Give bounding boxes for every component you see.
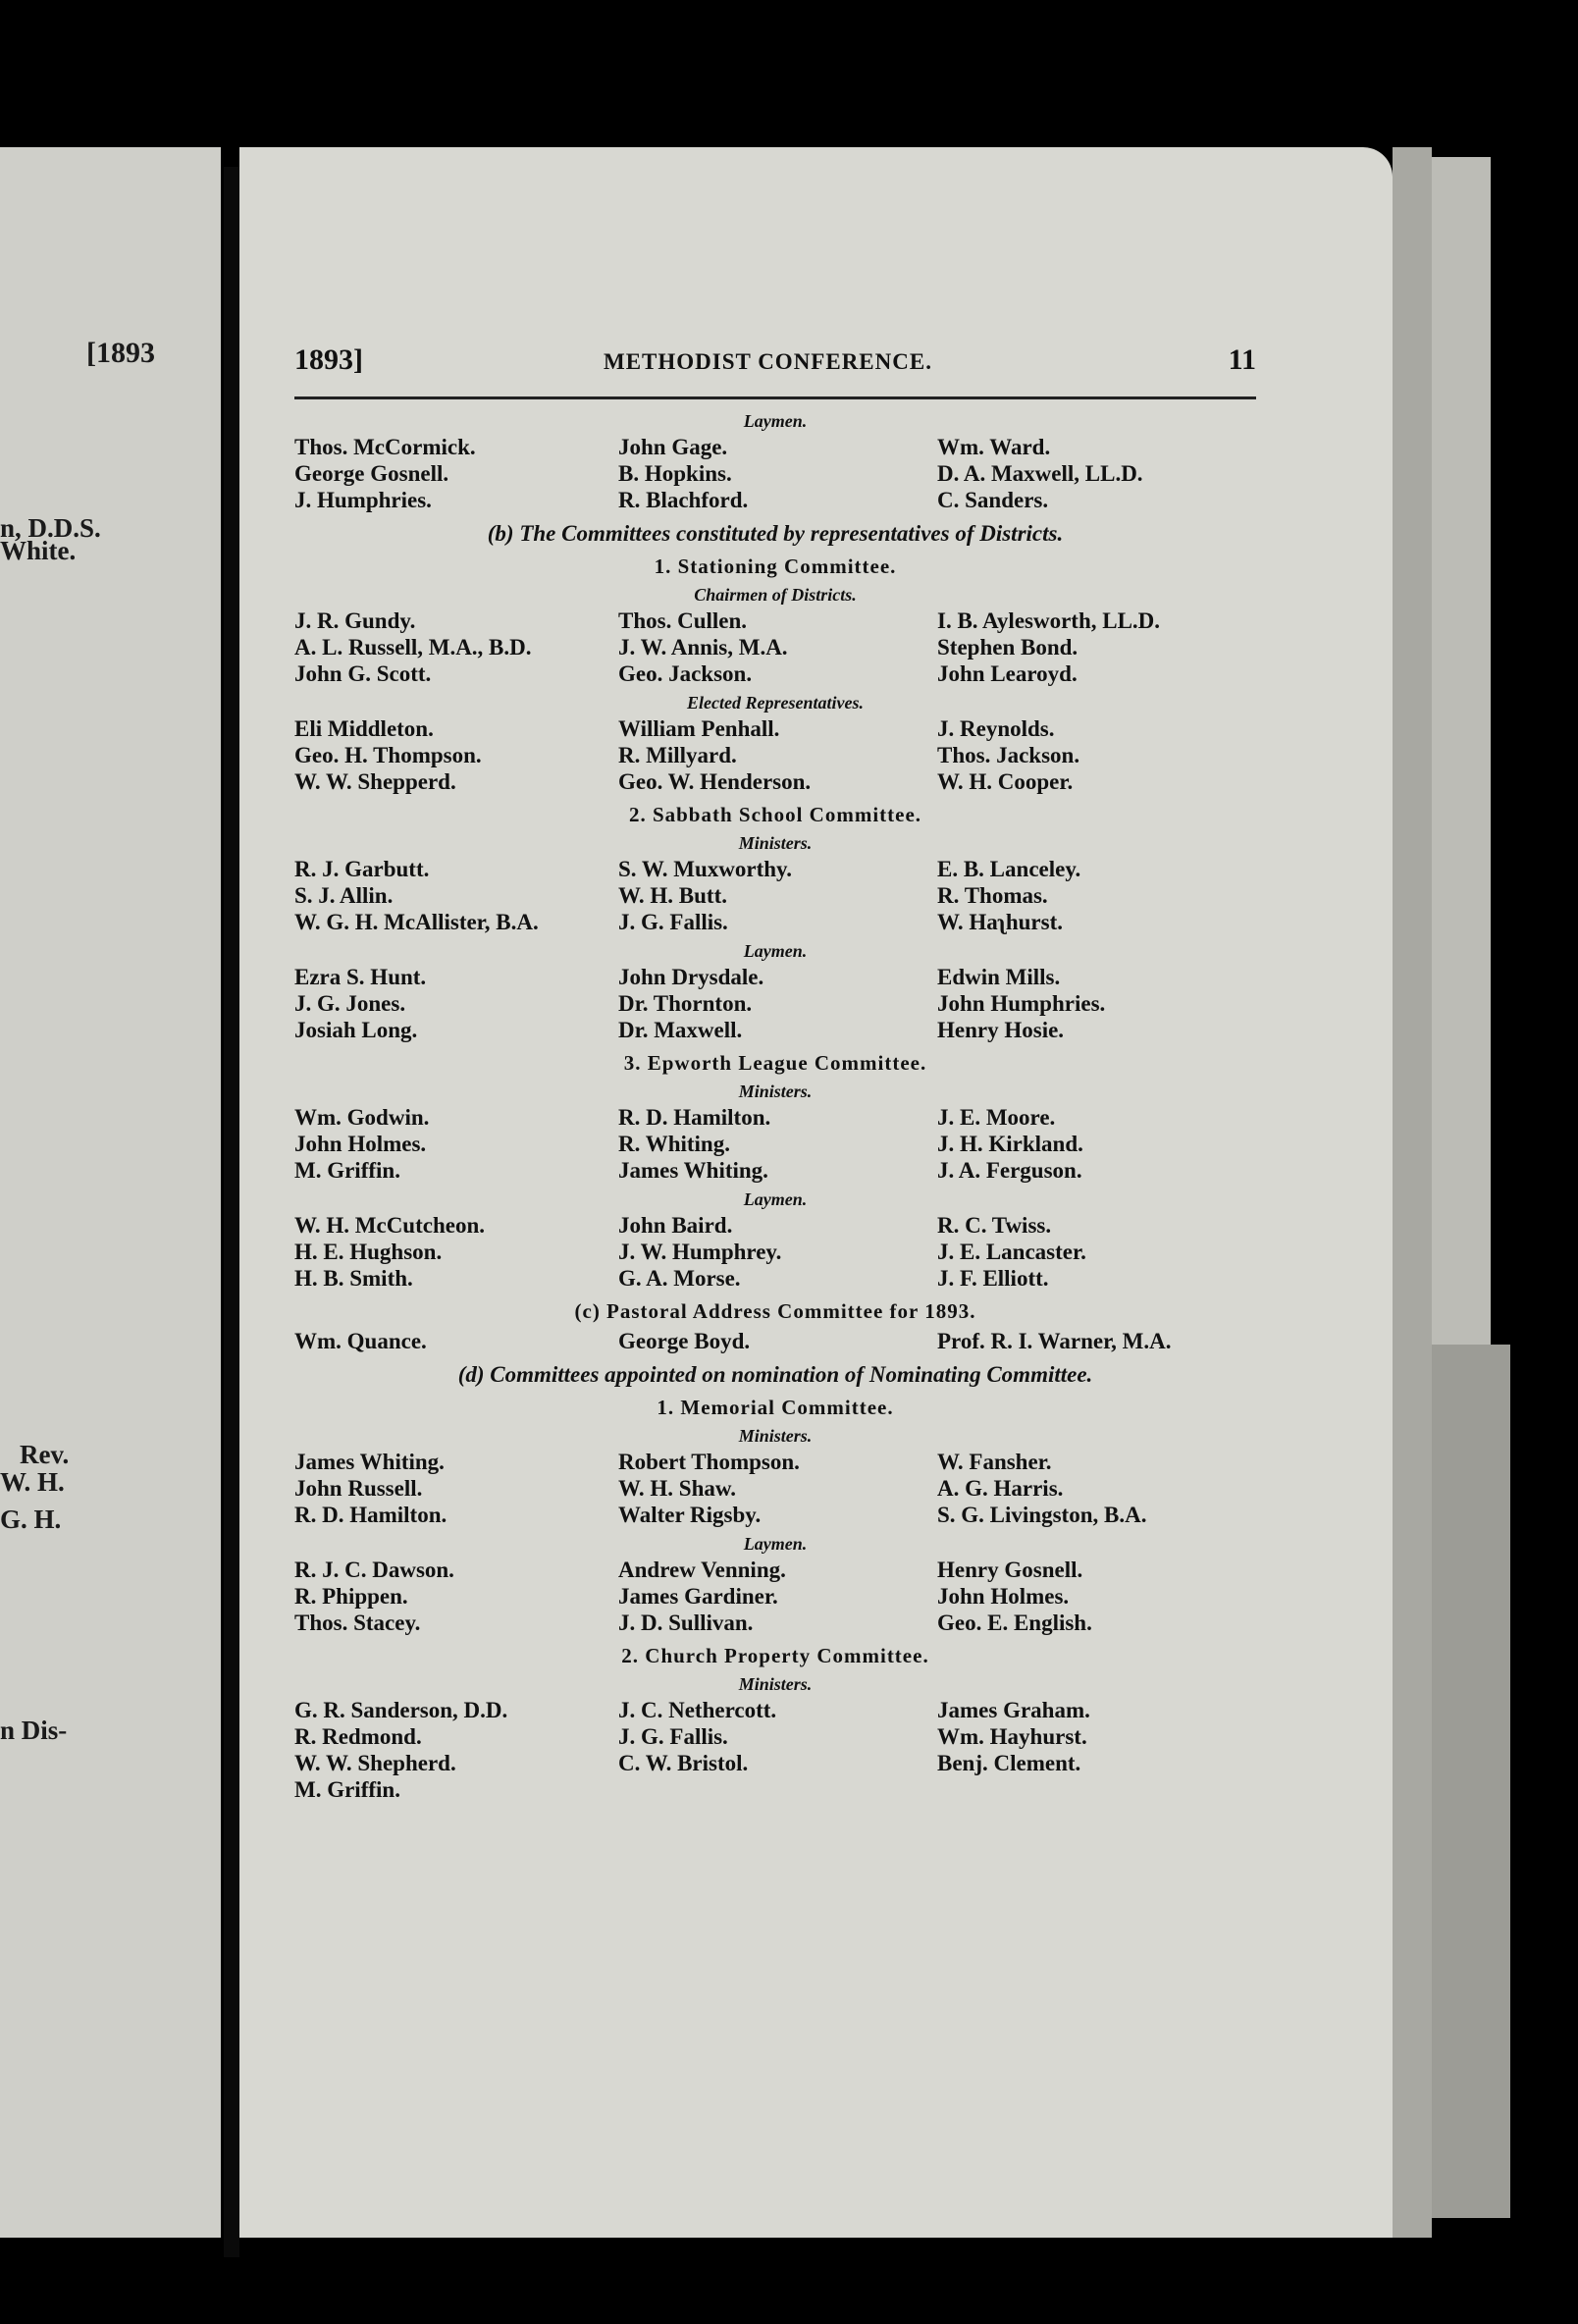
member-name: J. C. Nethercott.: [618, 1698, 777, 1722]
name-row: [294, 1557, 1256, 1583]
member-name: Josiah Long.: [294, 1018, 418, 1042]
name-row: [294, 1449, 1256, 1475]
member-name: J. D. Sullivan.: [618, 1611, 754, 1635]
name-row: [294, 1212, 1256, 1239]
member-name: R. Phippen.: [294, 1584, 408, 1609]
member-name: John Drysdale.: [618, 965, 764, 989]
member-name: James Gardiner.: [618, 1584, 778, 1609]
left-page: [0, 147, 221, 2238]
member-name: Edwin Mills.: [937, 965, 1061, 989]
member-name: William Penhall.: [618, 716, 780, 741]
name-row: [294, 487, 1256, 513]
name-row: [294, 964, 1256, 990]
member-name: James Graham.: [937, 1698, 1090, 1722]
member-name: M. Griffin.: [294, 1158, 400, 1183]
name-row: [294, 742, 1256, 768]
member-name: Henry Gosnell.: [937, 1558, 1083, 1582]
group-subheading: Chairmen of Districts.: [694, 585, 857, 605]
member-name: Stephen Bond.: [937, 635, 1078, 660]
member-name: R. D. Hamilton.: [294, 1503, 447, 1527]
book-spine: [224, 167, 239, 2257]
member-name: C. Sanders.: [937, 488, 1049, 512]
member-name: Geo. Jackson.: [618, 661, 753, 686]
member-name: J. G. Fallis.: [618, 1724, 728, 1749]
member-name: B. Hopkins.: [618, 461, 732, 486]
group-subheading: Ministers.: [738, 1082, 813, 1101]
member-name: James Whiting.: [294, 1450, 445, 1474]
member-name: J. Humphries.: [294, 488, 432, 512]
member-name: Wm. Quance.: [294, 1329, 427, 1353]
member-name: W. Haʅhurst.: [937, 910, 1064, 934]
name-row: [294, 634, 1256, 660]
committee-heading: (d) Committees appointed on nomination of Nominating Committee.: [457, 1362, 1093, 1387]
member-name: W. G. H. McAllister, B.A.: [294, 910, 539, 934]
member-name: [937, 1776, 1256, 1803]
member-name: H. E. Hughson.: [294, 1240, 443, 1264]
member-name: Geo. W. Henderson.: [618, 769, 812, 794]
name-row: [294, 1502, 1256, 1528]
member-name: J. G. Jones.: [294, 991, 406, 1016]
committee-heading: 2. Sabbath School Committee.: [628, 803, 922, 826]
member-name: W. H. McCutcheon.: [294, 1213, 486, 1238]
committee-heading: (c) Pastoral Address Committee for 1893.: [574, 1299, 976, 1323]
member-name: Andrew Venning.: [618, 1558, 786, 1582]
group-subheading: Ministers.: [738, 833, 813, 853]
member-name: John Russell.: [294, 1476, 423, 1501]
member-name: A. G. Harris.: [937, 1476, 1064, 1501]
member-name: J. E. Lancaster.: [937, 1240, 1086, 1264]
member-name: John Holmes.: [937, 1584, 1070, 1609]
member-name: W. W. Shepperd.: [294, 769, 456, 794]
member-name: C. W. Bristol.: [618, 1751, 749, 1775]
header-rule: [294, 396, 1256, 399]
left-page-fragment: Rev.: [20, 1440, 70, 1469]
member-name: J. R. Gundy.: [294, 608, 416, 633]
committee-heading: 1. Stationing Committee.: [654, 555, 897, 578]
name-row: [294, 460, 1256, 487]
member-name: R. Whiting.: [618, 1132, 730, 1156]
name-row: [294, 1104, 1256, 1131]
name-row: [294, 1157, 1256, 1184]
name-row: [294, 434, 1256, 460]
member-name: S. J. Allin.: [294, 883, 394, 908]
member-name: John Learoyd.: [937, 661, 1078, 686]
member-name: Geo. H. Thompson.: [294, 743, 482, 767]
name-row: [294, 1776, 1256, 1803]
member-name: Dr. Maxwell.: [618, 1018, 743, 1042]
name-row: [294, 1131, 1256, 1157]
member-name: J. A. Ferguson.: [937, 1158, 1082, 1183]
committee-heading: (b) The Committees constituted by representatives of Districts.: [487, 521, 1064, 546]
member-name: I. B. Aylesworth, LL.D.: [937, 608, 1161, 633]
member-name: John Gage.: [618, 435, 728, 459]
member-name: W. H. Butt.: [618, 883, 727, 908]
member-name: Thos. Cullen.: [618, 608, 748, 633]
left-page-fragment: G. H.: [0, 1505, 62, 1534]
member-name: Thos. Stacey.: [294, 1611, 421, 1635]
name-row: [294, 1265, 1256, 1292]
group-subheading: Elected Representatives.: [687, 693, 864, 713]
member-name: J. F. Elliott.: [937, 1266, 1049, 1291]
header-year: 1893]: [294, 343, 363, 376]
member-name: Geo. E. English.: [937, 1611, 1092, 1635]
name-row: [294, 856, 1256, 882]
name-row: [294, 607, 1256, 634]
member-name: J. E. Moore.: [937, 1105, 1056, 1130]
member-name: James Whiting.: [618, 1158, 768, 1183]
member-name: Thos. Jackson.: [937, 743, 1080, 767]
member-name: R. Millyard.: [618, 743, 737, 767]
left-page-year: [1893: [86, 337, 155, 369]
member-name: D. A. Maxwell, LL.D.: [937, 461, 1143, 486]
member-name: W. H. Cooper.: [937, 769, 1074, 794]
name-row: [294, 660, 1256, 687]
member-name: Robert Thompson.: [618, 1450, 800, 1474]
header-title: METHODIST CONFERENCE.: [604, 349, 932, 374]
running-head: [294, 343, 1256, 391]
member-name: R. Thomas.: [937, 883, 1048, 908]
name-row: [294, 768, 1256, 795]
member-name: John G. Scott.: [294, 661, 432, 686]
name-row: [294, 1239, 1256, 1265]
member-name: J. G. Fallis.: [618, 910, 728, 934]
name-row: [294, 715, 1256, 742]
committee-heading: 2. Church Property Committee.: [621, 1644, 929, 1667]
name-row: [294, 1328, 1256, 1354]
page-number: 11: [1228, 343, 1256, 376]
member-name: R. C. Twiss.: [937, 1213, 1052, 1238]
name-row: [294, 1750, 1256, 1776]
member-name: R. Redmond.: [294, 1724, 422, 1749]
member-name: J. Reynolds.: [937, 716, 1055, 741]
name-row: [294, 990, 1256, 1017]
member-name: S. W. Muxworthy.: [618, 857, 793, 881]
left-page-fragment: n, D.D.S.: [0, 513, 101, 543]
member-name: Dr. Thornton.: [618, 991, 753, 1016]
member-name: Eli Middleton.: [294, 716, 434, 741]
page-edge: [1432, 157, 1491, 1374]
name-row: [294, 882, 1256, 909]
member-name: Wm. Godwin.: [294, 1105, 430, 1130]
name-row: [294, 909, 1256, 935]
member-name: Henry Hosie.: [937, 1018, 1065, 1042]
member-name: Walter Rigsby.: [618, 1503, 762, 1527]
member-name: R. J. Garbutt.: [294, 857, 430, 881]
page-edge: [1393, 147, 1432, 2238]
member-name: Benj. Clement.: [937, 1751, 1081, 1775]
member-name: John Holmes.: [294, 1132, 427, 1156]
member-name: S. G. Livingston, B.A.: [937, 1503, 1147, 1527]
member-name: George Boyd.: [618, 1329, 751, 1353]
member-name: W. Fansher.: [937, 1450, 1052, 1474]
group-subheading: Laymen.: [743, 411, 808, 431]
name-row: [294, 1017, 1256, 1043]
member-name: R. Blachford.: [618, 488, 749, 512]
name-row: [294, 1583, 1256, 1610]
name-row: [294, 1697, 1256, 1723]
member-name: [618, 1776, 937, 1803]
member-name: George Gosnell.: [294, 461, 449, 486]
page-edge: [1432, 1345, 1510, 2218]
member-name: R. D. Hamilton.: [618, 1105, 771, 1130]
member-name: Thos. McCormick.: [294, 435, 476, 459]
member-name: J. W. Humphrey.: [618, 1240, 782, 1264]
member-name: G. A. Morse.: [618, 1266, 741, 1291]
member-name: Wm. Hayhurst.: [937, 1724, 1087, 1749]
member-name: W. H. Shaw.: [618, 1476, 736, 1501]
name-row: [294, 1610, 1256, 1636]
member-name: M. Griffin.: [294, 1777, 400, 1802]
name-row: [294, 1475, 1256, 1502]
member-name: E. B. Lanceley.: [937, 857, 1081, 881]
left-page-fragment: W. H.: [0, 1467, 65, 1497]
member-name: R. J. C. Dawson.: [294, 1558, 454, 1582]
group-subheading: Ministers.: [738, 1426, 813, 1446]
member-name: A. L. Russell, M.A., B.D.: [294, 635, 532, 660]
left-page-fragment: n Dis-: [0, 1716, 68, 1745]
page-content: [294, 343, 1256, 1803]
left-page-fragment: White.: [0, 536, 77, 565]
member-name: H. B. Smith.: [294, 1266, 413, 1291]
group-subheading: Laymen.: [743, 1189, 808, 1209]
member-name: J. H. Kirkland.: [937, 1132, 1083, 1156]
committee-lists: [294, 411, 1256, 1803]
member-name: J. W. Annis, M.A.: [618, 635, 788, 660]
member-name: G. R. Sanderson, D.D.: [294, 1698, 508, 1722]
group-subheading: Laymen.: [743, 1534, 808, 1554]
group-subheading: Laymen.: [743, 941, 808, 961]
member-name: Ezra S. Hunt.: [294, 965, 427, 989]
member-name: Wm. Ward.: [937, 435, 1051, 459]
member-name: Prof. R. I. Warner, M.A.: [937, 1329, 1172, 1353]
member-name: John Baird.: [618, 1213, 733, 1238]
member-name: W. W. Shepherd.: [294, 1751, 456, 1775]
committee-heading: 3. Epworth League Committee.: [623, 1051, 927, 1075]
committee-heading: 1. Memorial Committee.: [657, 1396, 894, 1419]
name-row: [294, 1723, 1256, 1750]
member-name: John Humphries.: [937, 991, 1106, 1016]
group-subheading: Ministers.: [738, 1674, 813, 1694]
